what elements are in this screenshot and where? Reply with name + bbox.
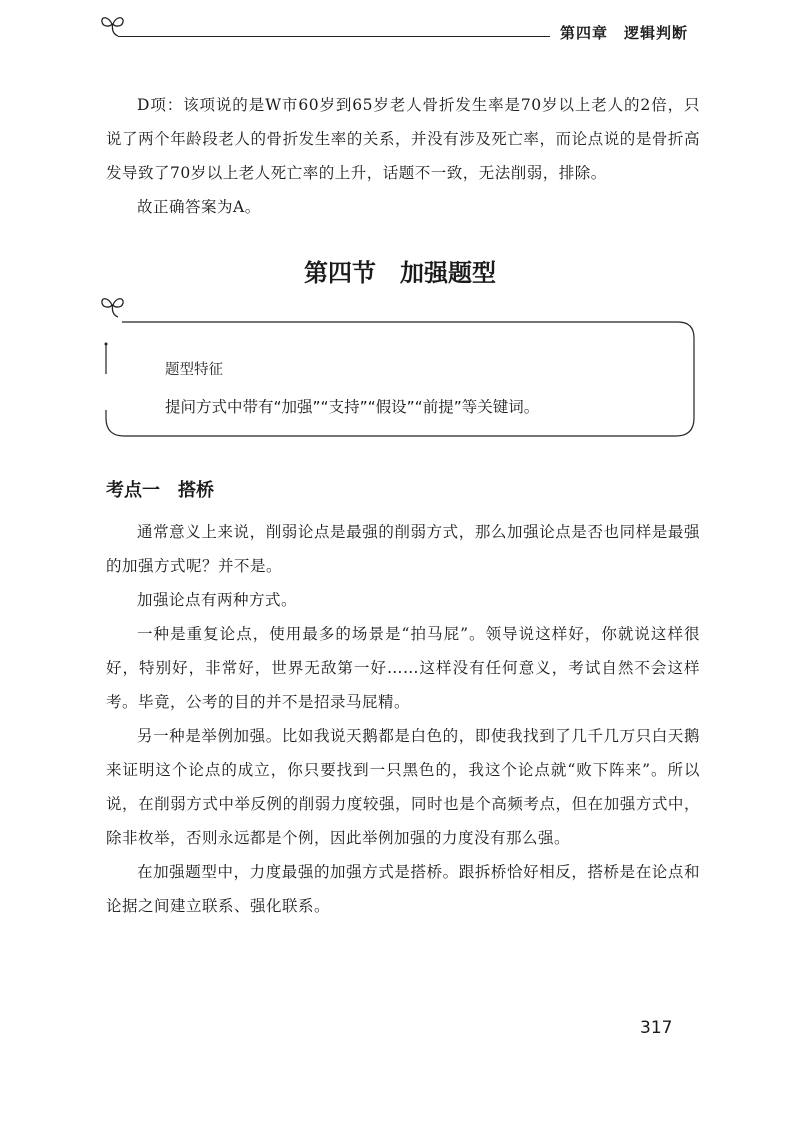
feature-label: 题型特征 xyxy=(165,362,223,378)
answer-explanation xyxy=(106,88,700,224)
paragraph: 通常意义上来说，削弱论点是最强的削弱方式，那么加强论点是否也同样是最强的加强方式呢？并不是。 xyxy=(106,523,700,575)
paragraph: 在加强题型中，力度最强的加强方式是搭桥。跟拆桥恰好相反，搭桥是在论点和论据之间建立联系、强化联系。 xyxy=(106,863,700,915)
paragraph: 另一种是举例加强。比如我说天鹅都是白色的，即使我找到了几千几万只白天鹅来证明这个论点的成立，你只要找到一只黑色的，我这个论点就“败下阵来”。所以说，在削弱方式中举反例的削弱力度较强，同时也是个高频考点，但在加强方式中，除非枚举，否则永远都是个例，因此举例加强的力度没有那么强。 xyxy=(106,727,700,847)
kaodian-title: 考点一 搭桥 xyxy=(106,480,214,501)
page-number: 317 xyxy=(640,1018,673,1038)
sprout-icon xyxy=(98,10,128,44)
feature-text: 提问方式中带有“加强”“支持”“假设”“前提”等关键词。 xyxy=(165,398,540,416)
feature-box-frame xyxy=(100,314,700,444)
paragraph-answer: 故正确答案为A。 xyxy=(137,198,261,216)
paragraph: 一种是重复论点，使用最多的场景是“拍马屁”。领导说这样好，你就说这样很好，特别好，非常好，世界无敌第一好……这样没有任何意义，考试自然不会这样考。毕竟，公考的目的并不是招录马屁精。 xyxy=(106,625,700,711)
chapter-label: 第四章 xyxy=(560,24,609,42)
chapter-title: 逻辑判断 xyxy=(624,24,689,42)
body-text xyxy=(106,515,700,923)
paragraph-option-d: D项：该项说的是W市60岁到65岁老人骨折发生率是70岁以上老人的2倍，只说了两个年龄段老人的骨折发生率的关系，并没有涉及死亡率，而论点说的是骨折高发导致了70岁以上老人死亡率的上升，话题不一致，无法削弱，排除。 xyxy=(106,96,700,182)
running-header xyxy=(560,22,688,43)
paragraph: 加强论点有两种方式。 xyxy=(137,591,298,609)
header-rule xyxy=(118,36,550,37)
section-title: 第四节 加强题型 xyxy=(304,259,496,287)
